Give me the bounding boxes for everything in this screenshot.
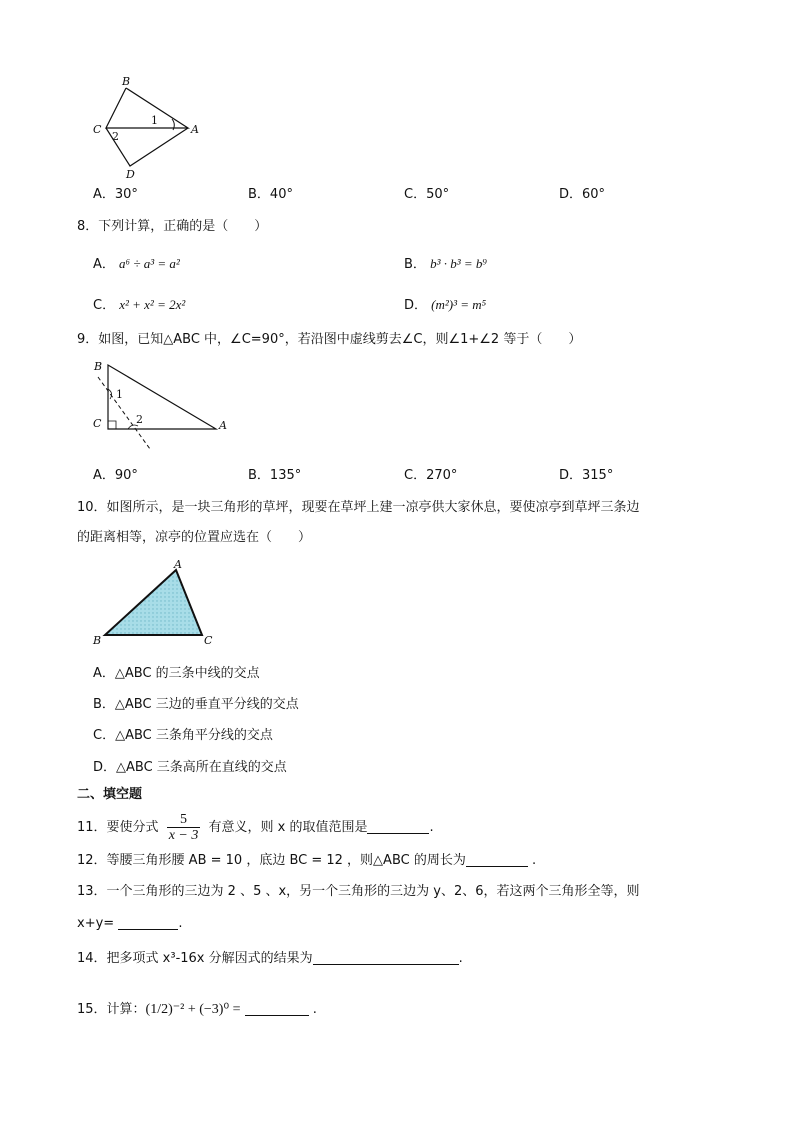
section-title-fill-in: 二、填空题 <box>77 787 143 802</box>
q13-answer-blank[interactable] <box>118 915 178 930</box>
q11-prefix: 11．要使分式 <box>77 820 159 835</box>
q7-label-d: D <box>126 168 135 180</box>
q7-figure <box>88 72 210 180</box>
q15-answer-blank[interactable] <box>245 1001 309 1016</box>
q11-answer-blank[interactable] <box>367 819 429 834</box>
q15 <box>77 1001 317 1019</box>
q8-option-b-label: B． <box>404 257 426 272</box>
q9-label-1: 1 <box>116 388 123 401</box>
q14-answer-blank[interactable] <box>313 950 459 965</box>
q13-end: . <box>178 916 183 931</box>
q10-option-b[interactable]: B．△ABC 三边的垂直平分线的交点 <box>93 697 299 712</box>
q9-option-b[interactable]: B．135° <box>248 468 302 483</box>
q13-line2-text: x+y= <box>77 916 115 931</box>
q8-option-c-label: C． <box>93 298 116 313</box>
q7-label-a: A <box>191 123 199 136</box>
q8-stem: 8．下列计算，正确的是（ ） <box>77 219 268 234</box>
q12-end: . <box>531 853 537 868</box>
q8-option-a-label: A． <box>93 257 115 272</box>
q10-option-c[interactable]: C．△ABC 三条角平分线的交点 <box>93 728 273 743</box>
q11 <box>77 808 434 848</box>
q12-text: 12．等腰三角形腰 AB = 10 ，底边 BC = 12 ，则△ABC 的周长为 <box>77 853 466 868</box>
q7-option-d[interactable]: D．60° <box>559 187 606 202</box>
q8-option-b-expr: b³ · b³ = b⁹ <box>430 256 487 271</box>
q9-option-c[interactable]: C．270° <box>404 468 458 483</box>
q9-label-a: A <box>219 419 227 432</box>
q10-label-c: C <box>204 634 213 647</box>
q14 <box>77 950 463 968</box>
q13-line2 <box>77 915 182 933</box>
q9-figure <box>88 357 238 457</box>
q11-suffix: 有意义，则 x 的取值范围是 <box>208 820 368 835</box>
q8-option-c-expr: x² + x² = 2x² <box>119 297 186 312</box>
q12 <box>77 852 536 870</box>
q12-answer-blank[interactable] <box>466 852 528 867</box>
q8-option-d-label: D． <box>404 298 428 313</box>
q8-option-a-expr: a⁶ ÷ a³ = a² <box>119 256 180 271</box>
q9-label-b: B <box>94 360 103 373</box>
q7-label-b: B <box>122 75 131 88</box>
q15-prefix: 15．计算： <box>77 1002 146 1017</box>
q10-option-d[interactable]: D．△ABC 三条高所在直线的交点 <box>93 760 287 775</box>
q7-label-c: C <box>93 123 102 136</box>
q10-stem-line2: 的距离相等，凉亭的位置应选在（ ） <box>77 530 312 545</box>
q7-option-b[interactable]: B．40° <box>248 187 293 202</box>
q9-option-a[interactable]: A．90° <box>93 468 138 483</box>
q15-expr: (1/2)⁻² + (−3)⁰ = <box>145 1002 241 1017</box>
q7-label-1: 1 <box>151 114 158 127</box>
q13-line1: 13．一个三角形的三边为 2 、5 、x，另一个三角形的三边为 y、2、6，若这两个三角形全等，则 <box>77 884 640 899</box>
q8-option-d[interactable] <box>404 296 486 315</box>
q10-option-a[interactable]: A．△ABC 的三条中线的交点 <box>93 666 260 681</box>
q14-end: . <box>458 951 463 966</box>
q9-label-2: 2 <box>136 413 143 426</box>
q8-option-d-expr: (m²)³ = m⁵ <box>431 297 487 312</box>
q11-end: . <box>429 820 434 835</box>
q7-option-a[interactable]: A．30° <box>93 187 138 202</box>
q8-option-a[interactable] <box>93 255 180 274</box>
q10-label-a: A <box>174 558 182 571</box>
q10-stem-line1: 10．如图所示，是一块三角形的草坪，现要在草坪上建一凉亭供大家休息，要使凉亭到草坪三条边 <box>77 500 640 515</box>
q8-option-c[interactable] <box>93 296 185 315</box>
q11-fraction <box>167 812 201 843</box>
q8-option-b[interactable] <box>404 255 487 274</box>
q7-option-c[interactable]: C．50° <box>404 187 450 202</box>
q10-figure <box>88 556 228 652</box>
q9-stem: 9．如图，已知△ABC 中，∠C=90°，若沿图中虚线剪去∠C，则∠1+∠2 等于（ ） <box>77 332 582 347</box>
q11-numerator: 5 <box>180 812 188 827</box>
q15-end: . <box>312 1002 317 1017</box>
q7-label-2: 2 <box>112 130 119 143</box>
q11-denominator: x − 3 <box>168 828 199 843</box>
q9-label-c: C <box>93 417 102 430</box>
q14-text: 14．把多项式 x³-16x 分解因式的结果为 <box>77 951 313 966</box>
q10-label-b: B <box>93 634 102 647</box>
q9-option-d[interactable]: D．315° <box>559 468 614 483</box>
